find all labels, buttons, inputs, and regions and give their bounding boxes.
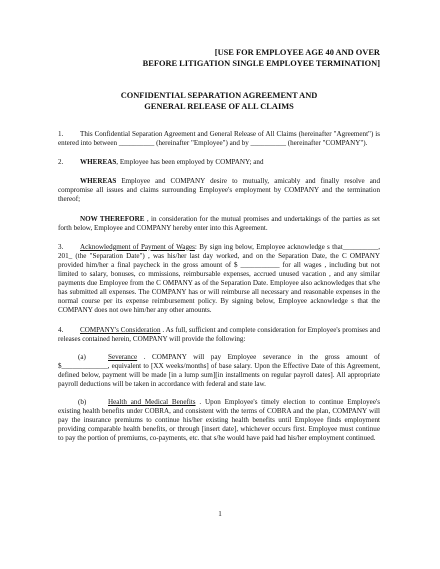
section-1-text: This Confidential Separation Agreement and General Release of All Claims (hereinafter "Agreement") is entered into between __________ (hereinafter "Employee") and by __________ (hereinafter "COMPANY"). bbox=[58, 130, 380, 148]
title-line-1: CONFIDENTIAL SEPARATION AGREEMENT AND bbox=[120, 91, 318, 100]
section-2 bbox=[58, 158, 380, 167]
section-3-heading: Acknowledgment of Payment of Wages bbox=[80, 242, 195, 251]
whereas-lead: WHEREAS bbox=[80, 177, 117, 186]
section-4 bbox=[58, 326, 380, 344]
document-header bbox=[58, 48, 380, 69]
title-line-2: GENERAL RELEASE OF ALL CLAIMS bbox=[144, 101, 294, 111]
whereas-text: Employee and COMPANY desire to mutually, amicably and finally resolve and compromise all issues and claims surrounding Employee's employment by COMPANY and the termination thereof; bbox=[58, 177, 380, 204]
section-4a-text: . COMPANY will pay Employee severance in the gross amount of $_____________, equivalent to [XX weeks/months] of base salary. Upon the Effective Date of this Agreement, defined below, payment will be made [in a lump sum][in installments on regular payroll dates]. All appropriate payroll deductions will be taken in accordance with federal and state law. bbox=[58, 352, 380, 388]
section-4a-number: (a) bbox=[78, 352, 86, 361]
section-4-text: . As full, sufficient and complete consideration for Employee's promises and releases contained herein, COMPANY will provide the following: bbox=[58, 325, 380, 343]
now-therefore-clause bbox=[58, 215, 380, 233]
section-4b bbox=[58, 398, 380, 443]
section-4b-text: . Upon Employee's timely election to continue Employee's existing health benefits under COBRA, and consistent with the terms of COBRA and the plan, COMPANY will pay the insurance premiums to continue his/her existing health benefits until Employee finds employment providing comparable health benefits, or through [insert date], whichever occurs first. Employee must continue to pay the portion of premiums, co-payments, etc. that s/he would have paid had his/her employment continued. bbox=[58, 398, 381, 443]
header-line-2: BEFORE LITIGATION SINGLE EMPLOYEE TERMINATION] bbox=[142, 58, 380, 68]
document-title bbox=[58, 91, 380, 112]
section-4-heading: COMPANY's Consideration bbox=[80, 325, 161, 334]
section-4a-heading: Severance bbox=[108, 352, 138, 361]
section-3-number: 3. bbox=[58, 242, 64, 251]
section-1-number: 1. bbox=[58, 130, 64, 138]
section-3 bbox=[58, 243, 380, 316]
header-line-1: [USE FOR EMPLOYEE AGE 40 AND OVER bbox=[214, 48, 380, 57]
section-1 bbox=[58, 130, 380, 148]
section-2-text: , Employee has been employed by COMPANY; and bbox=[116, 158, 264, 167]
page-number: 1 bbox=[218, 510, 222, 518]
section-4b-heading: Health and Medical Benefits bbox=[108, 398, 196, 407]
section-2-lead: WHEREAS bbox=[80, 158, 117, 167]
section-3-text: : By sign ing below, Employee acknowledge s that__________, 201_ (the "Separation Date") , was his/her last day worked, and on the Separation Date, the C OMPANY provided him/her a final paycheck in the gross amount of $ ___________ for all wages , including but not limited to salary, bonuses, co mmissions, reimbursable expenses, accrued unused vacation , and any similar payments due Employee from the C OMPANY as of the Separation Date. Employee also acknowledges that s/he has submitted all expenses. The COMPANY has or will reimburse all necessary and reasonable expenses in the normal course per its expense reimbursement policy. By signing below, Employee acknowledge s that the COMPANY does not owe him/her any other amounts. bbox=[58, 242, 380, 315]
now-therefore-lead: NOW THEREFORE bbox=[80, 214, 145, 223]
section-2-number: 2. bbox=[58, 158, 64, 167]
section-4a bbox=[58, 353, 380, 389]
section-4-number: 4. bbox=[58, 325, 64, 334]
now-therefore-text: , in consideration for the mutual promises and undertakings of the parties as set forth below, Employee and COMPANY hereby enter into this Agreement. bbox=[58, 214, 380, 232]
whereas-clause bbox=[58, 177, 380, 204]
section-4b-number: (b) bbox=[78, 398, 87, 407]
